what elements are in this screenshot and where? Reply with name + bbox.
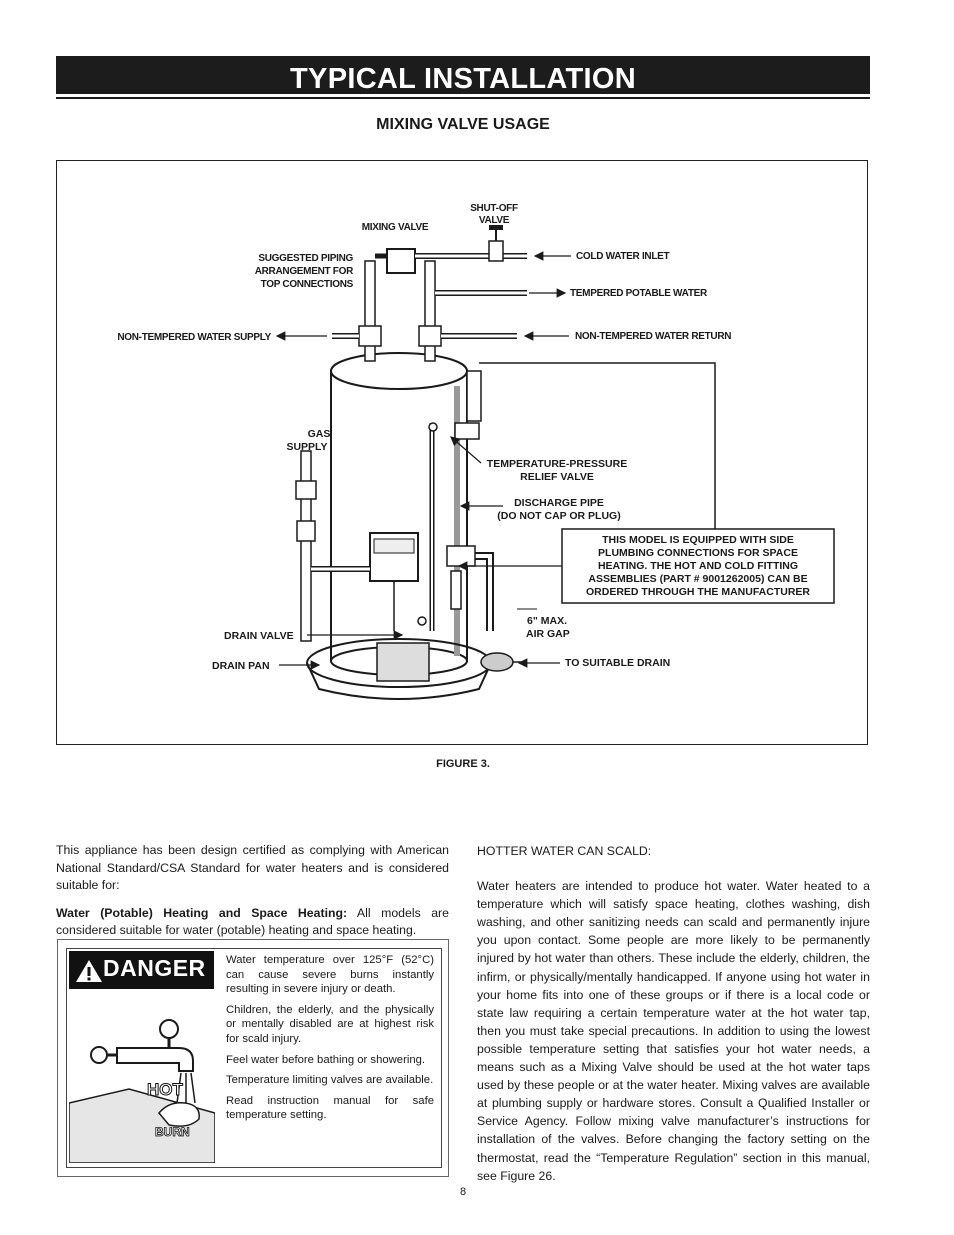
top-piping bbox=[332, 225, 527, 361]
label-air-gap-2: AIR GAP bbox=[526, 628, 570, 640]
label-tempered-potable-water: TEMPERED POTABLE WATER bbox=[570, 288, 707, 299]
page-title: TYPICAL INSTALLATION bbox=[290, 63, 636, 95]
label-non-tempered-return: NON-TEMPERED WATER RETURN bbox=[575, 331, 732, 342]
scald-hand-illustration bbox=[69, 993, 215, 1163]
label-drain-valve: DRAIN VALVE bbox=[224, 630, 294, 642]
left-column bbox=[56, 842, 449, 950]
art-burn-text: BURN bbox=[155, 1125, 190, 1139]
installation-figure bbox=[56, 160, 868, 745]
danger-item: Feel water before bathing or showering. bbox=[226, 1053, 426, 1066]
figure-caption: FIGURE 3. bbox=[436, 758, 490, 770]
art-hot-text: HOT bbox=[147, 1080, 183, 1099]
warning-triangle-icon bbox=[75, 958, 103, 984]
section-subtitle: MIXING VALVE USAGE bbox=[376, 116, 550, 133]
right-column bbox=[477, 842, 870, 1202]
heating-text: All models are considered suitable for water (potable) heating and space heating. bbox=[56, 905, 449, 937]
label-shutoff-valve-1: SHUT-OFF bbox=[470, 203, 518, 214]
installation-diagram bbox=[57, 161, 869, 746]
label-suggested-1: SUGGESTED PIPING bbox=[258, 253, 353, 264]
label-gas-supply-2: SUPPLY bbox=[286, 441, 328, 453]
danger-item: Temperature limiting valves are available. bbox=[226, 1074, 434, 1087]
label-suggested-2: ARRANGEMENT FOR bbox=[254, 266, 353, 277]
danger-text bbox=[226, 953, 434, 1129]
label-gas-supply-1: GAS bbox=[307, 428, 331, 440]
note-line-1: THIS MODEL IS EQUIPPED WITH SIDE bbox=[602, 534, 794, 546]
water-heater-tank bbox=[331, 353, 467, 675]
side-plumbing-note bbox=[562, 529, 834, 603]
danger-label-inner bbox=[66, 948, 442, 1168]
label-suggested-3: TOP CONNECTIONS bbox=[260, 279, 353, 290]
note-line-5: ORDERED THROUGH THE MANUFACTURER bbox=[586, 586, 810, 598]
note-line-3: HEATING. THE HOT AND COLD FITTING bbox=[597, 560, 799, 572]
label-cold-water-inlet: COLD WATER INLET bbox=[576, 251, 670, 262]
label-non-tempered-supply: NON-TEMPERED WATER SUPPLY bbox=[117, 332, 271, 343]
certification-intro: This appliance has been design certified as complying with American National Standard/CSA Standard for water heaters and is considered suitable for: bbox=[56, 843, 449, 892]
scald-heading: HOTTER WATER CAN SCALD: bbox=[477, 844, 652, 858]
danger-item: Read instruction manual for safe temperature setting. bbox=[226, 1094, 434, 1122]
danger-item: Children, the elderly, and the physically or mentally disabled are at highest risk for scald injury. bbox=[226, 1003, 434, 1045]
label-suitable-drain: TO SUITABLE DRAIN bbox=[565, 657, 671, 669]
title-bar bbox=[56, 56, 870, 94]
label-discharge-pipe-1: DISCHARGE PIPE bbox=[514, 497, 604, 509]
note-line-2: PLUMBING CONNECTIONS FOR SPACE bbox=[598, 547, 798, 559]
danger-word: DANGER bbox=[103, 955, 206, 981]
label-shutoff-valve-2: VALVE bbox=[478, 215, 510, 226]
scald-body: Water heaters are intended to produce hot water. Water heated to a temperature which will satisfy space heating, clothes washing, dish washing, and other sanitizing needs can scald and permanently injure you upon contact. Some people are more likely to be permanently injured by hot water than others. These include the elderly, children, the infirm, or physically/mentally handicapped. If anyone using hot water in your home fits into one of these groups or if there is a local code or state law requiring a certain temperature water at the hot water tap, then you must take special precautions. In addition to using the lowest possible temperature setting that satisfies your hot water needs, a means such as a Mixing Valve should be used at the hot water taps used by these people or at the water heater. Mixing valves are available at plumbing supply or hardware stores. Consult a Qualified Installer or Service Agency. Follow mixing valve manufacturer’s instructions for installation of the valves. Before changing the factory setting on the thermostat, read the “Temperature Regulation” section in this manual, see Figure 26. bbox=[477, 879, 870, 1183]
label-drain-pan: DRAIN PAN bbox=[212, 660, 270, 672]
label-tpr-valve-2: RELIEF VALVE bbox=[520, 471, 594, 483]
danger-label bbox=[57, 939, 449, 1177]
title-rule bbox=[56, 97, 870, 99]
heating-paragraph bbox=[56, 905, 449, 940]
suitable-drain-drawing bbox=[481, 653, 527, 671]
page-number: 8 bbox=[459, 1186, 467, 1198]
label-mixing-valve: MIXING VALVE bbox=[361, 222, 429, 233]
label-air-gap-1: 6" MAX. bbox=[527, 615, 567, 627]
label-tpr-valve-1: TEMPERATURE-PRESSURE bbox=[486, 458, 628, 470]
label-discharge-pipe-2: (DO NOT CAP OR PLUG) bbox=[497, 510, 621, 522]
note-line-4: ASSEMBLIES (PART # 9001262005) CAN BE bbox=[588, 573, 808, 585]
danger-item: Water temperature over 125°F (52°C) can cause severe burns instantly resulting in severe injury or death. bbox=[226, 954, 434, 996]
heating-label: Water (Potable) Heating and Space Heating: bbox=[56, 905, 348, 920]
danger-header bbox=[69, 951, 214, 989]
